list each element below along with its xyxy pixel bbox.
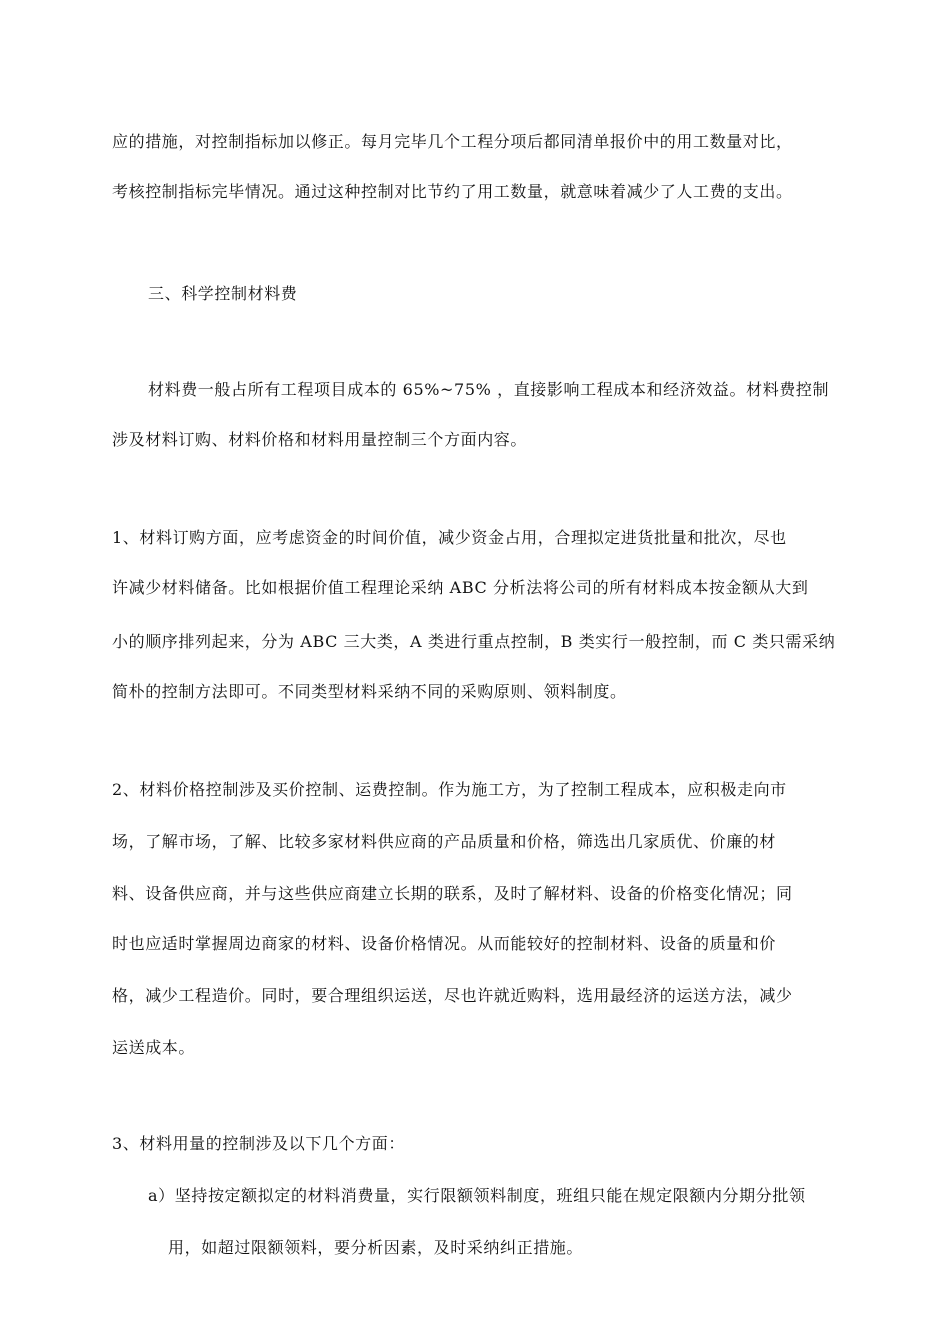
paragraph-2-line-1: 材料费一般占所有工程项目成本的 65%~75% ，直接影响工程成本和经济效益。材料费控制 [148,380,830,399]
paragraph-4-line-2: 场，了解市场，了解、比较多家材料供应商的产品质量和价格，筛选出几家质优、价廉的材 [112,832,777,851]
paragraph-4-line-3: 料、设备供应商，并与这些供应商建立长期的联系，及时了解材料、设备的价格变化情况；同 [112,884,793,903]
paragraph-4-line-5: 格，减少工程造价。同时，要合理组织运送，尽也许就近购料，选用最经济的运送方法，减少 [112,986,793,1005]
paragraph-4-line-1: 2、材料价格控制涉及买价控制、运费控制。作为施工方，为了控制工程成本，应积极走向市 [112,780,787,799]
paragraph-5-line-1: 3、材料用量的控制涉及以下几个方面： [112,1134,405,1153]
paragraph-1-line-2: 考核控制指标完毕情况。通过这种控制对比节约了用工数量，就意味着减少了人工费的支出。 [112,182,793,201]
list-item-a-line-1: a）坚持按定额拟定的材料消费量，实行限额领料制度，班组只能在规定限额内分期分批领 [148,1186,806,1205]
list-item-a-line-2: 用，如超过限额领料，要分析因素，及时采纳纠正措施。 [168,1238,584,1257]
paragraph-3-line-3: 小的顺序排列起来，分为 ABC 三大类，A 类进行重点控制，B 类实行一般控制，而 C 类只需采纳 [112,632,836,651]
paragraph-1-line-1: 应的措施，对控制指标加以修正。每月完毕几个工程分项后都同清单报价中的用工数量对比， [112,132,793,151]
paragraph-4-line-4: 时也应适时掌握周边商家的材料、设备价格情况。从而能较好的控制材料、设备的质量和价 [112,934,777,953]
paragraph-2-line-2: 涉及材料订购、材料价格和材料用量控制三个方面内容。 [112,430,528,449]
paragraph-3-line-2: 许减少材料储备。比如根据价值工程理论采纳 ABC 分析法将公司的所有材料成本按金额从大到 [112,578,809,597]
section-heading: 三、科学控制材料费 [148,284,298,303]
paragraph-3-line-1: 1、材料订购方面，应考虑资金的时间价值，减少资金占用，合理拟定进货批量和批次，尽也 [112,528,787,547]
paragraph-4-line-6: 运送成本。 [112,1038,196,1057]
paragraph-3-line-4: 简朴的控制方法即可。不同类型材料采纳不同的采购原则、领料制度。 [112,682,627,701]
